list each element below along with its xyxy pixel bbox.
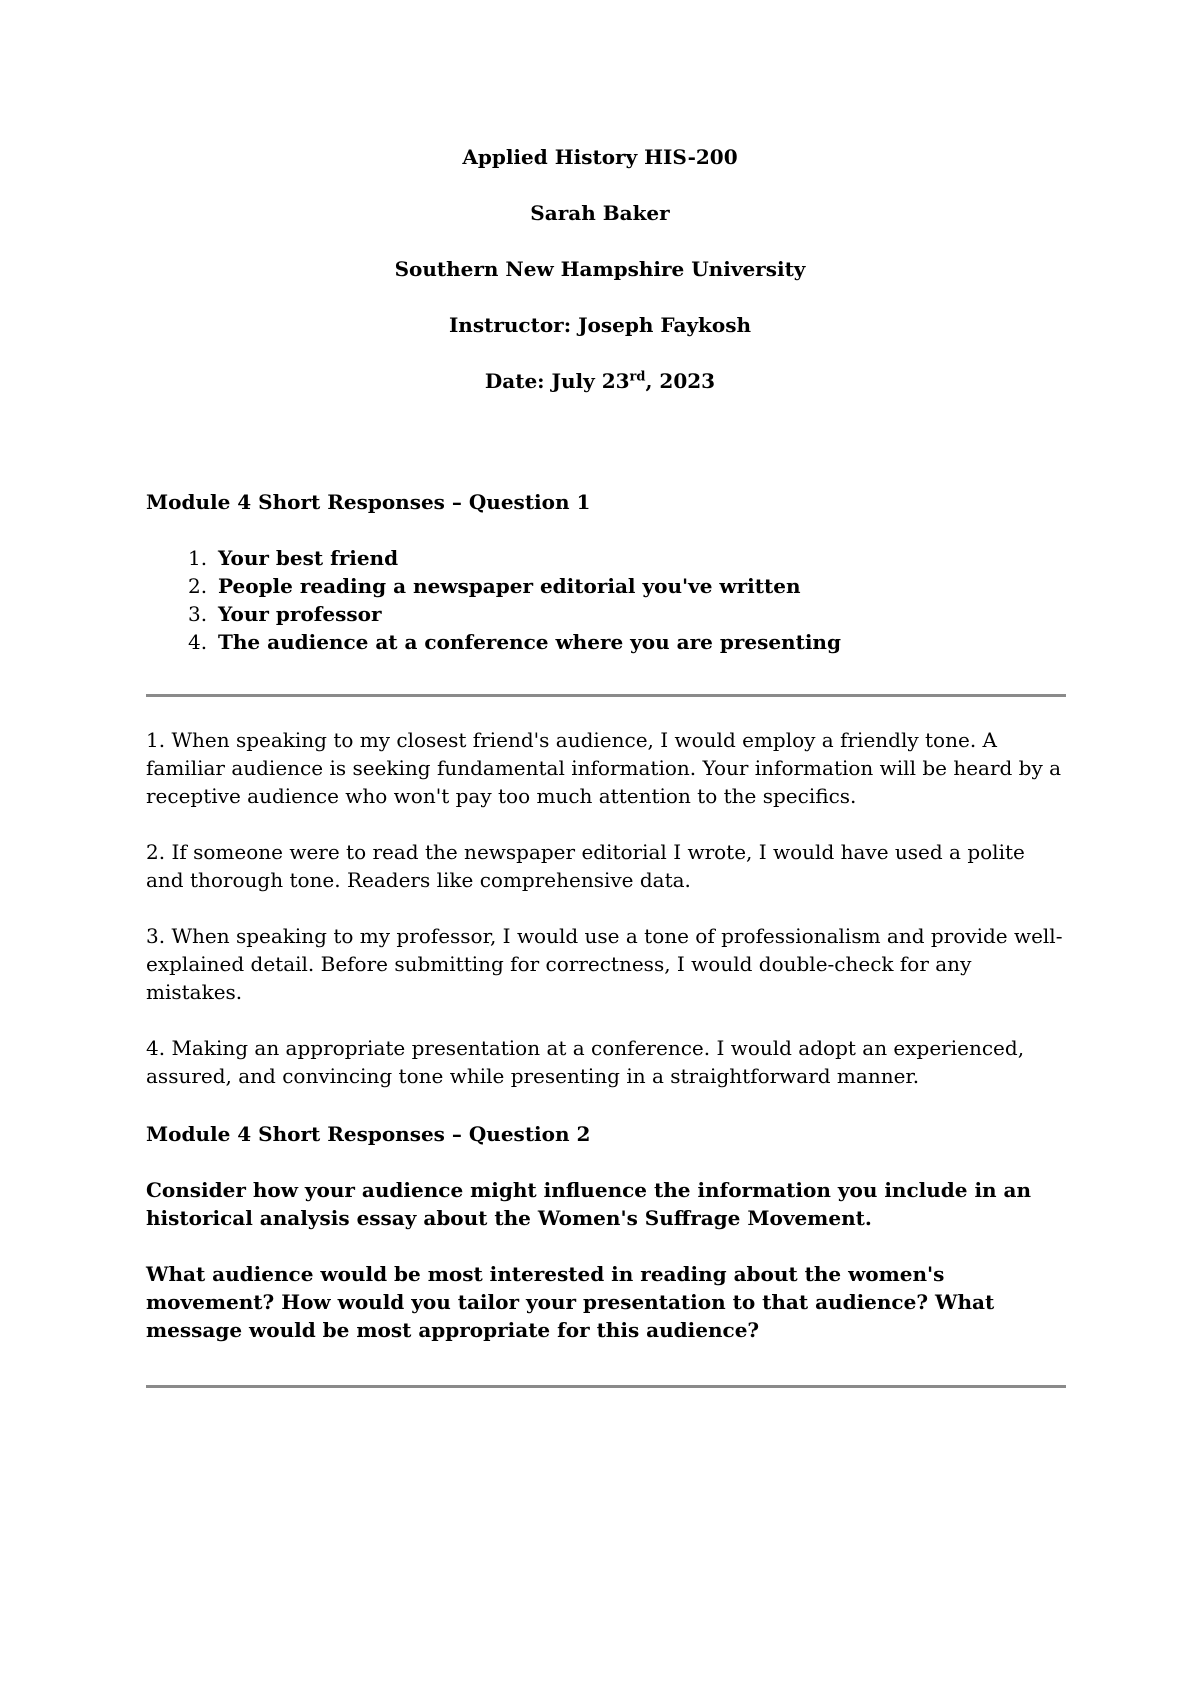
question1-section xyxy=(146,488,1066,656)
list-item xyxy=(146,600,1066,628)
course-title: Applied History HIS-200 xyxy=(462,145,738,169)
date-ordinal: rd xyxy=(629,369,646,385)
author-name: Sarah Baker xyxy=(530,201,670,225)
horizontal-rule xyxy=(146,694,1066,697)
institution-name: Southern New Hampshire University xyxy=(394,257,806,281)
answer-paragraph: 4. Making an appropriate presentation at a conference. I would adopt an experienced, assured, and convincing tone while presenting in a straightforward manner. xyxy=(146,1036,1025,1088)
list-item-text: The audience at a conference where you are presenting xyxy=(218,630,841,654)
list-item-number: 4. xyxy=(188,630,208,654)
question1-heading: Module 4 Short Responses – Question 1 xyxy=(146,490,591,514)
list-item xyxy=(146,628,1066,656)
submission-date xyxy=(0,369,1200,393)
answer-paragraph: 1. When speaking to my closest friend's audience, I would employ a friendly tone. A familiar audience is seeking fundamental information. Your information will be heard by a receptive audience who won't pay too much attention to the specifics. xyxy=(146,728,1062,808)
question2-prompt: Consider how your audience might influence the information you include in an historical analysis essay about the Women's Suffrage Movement. xyxy=(146,1178,1032,1230)
date-suffix: , 2023 xyxy=(645,369,716,393)
list-item xyxy=(146,544,1066,572)
answer-paragraph: 2. If someone were to read the newspaper editorial I wrote, I would have used a polite and thorough tone. Readers like comprehensive data. xyxy=(146,840,1025,892)
title-block xyxy=(0,145,1200,393)
instructor-name: Instructor: Joseph Faykosh xyxy=(448,313,752,337)
question1-answers xyxy=(146,726,1066,1118)
list-item-text: Your best friend xyxy=(218,546,399,570)
horizontal-rule xyxy=(146,1385,1066,1388)
list-item-number: 1. xyxy=(188,546,208,570)
list-item-text: People reading a newspaper editorial you've written xyxy=(218,574,801,598)
list-item xyxy=(146,572,1066,600)
list-item-number: 2. xyxy=(188,574,208,598)
list-item-number: 3. xyxy=(188,602,208,626)
question2-section xyxy=(146,1120,1066,1372)
audience-list xyxy=(146,544,1066,656)
list-item-text: Your professor xyxy=(218,602,382,626)
answer-paragraph: 3. When speaking to my professor, I would use a tone of professionalism and provide well-explained detail. Before submitting for correctness, I would double-check for any mistakes. xyxy=(146,924,1063,1004)
question2-heading: Module 4 Short Responses – Question 2 xyxy=(146,1122,591,1146)
date-prefix: Date: July 23 xyxy=(484,369,630,393)
question2-prompt: What audience would be most interested in reading about the women's movement? How would you tailor your presentation to that audience? What message would be most appropriate for this audience? xyxy=(146,1262,995,1342)
